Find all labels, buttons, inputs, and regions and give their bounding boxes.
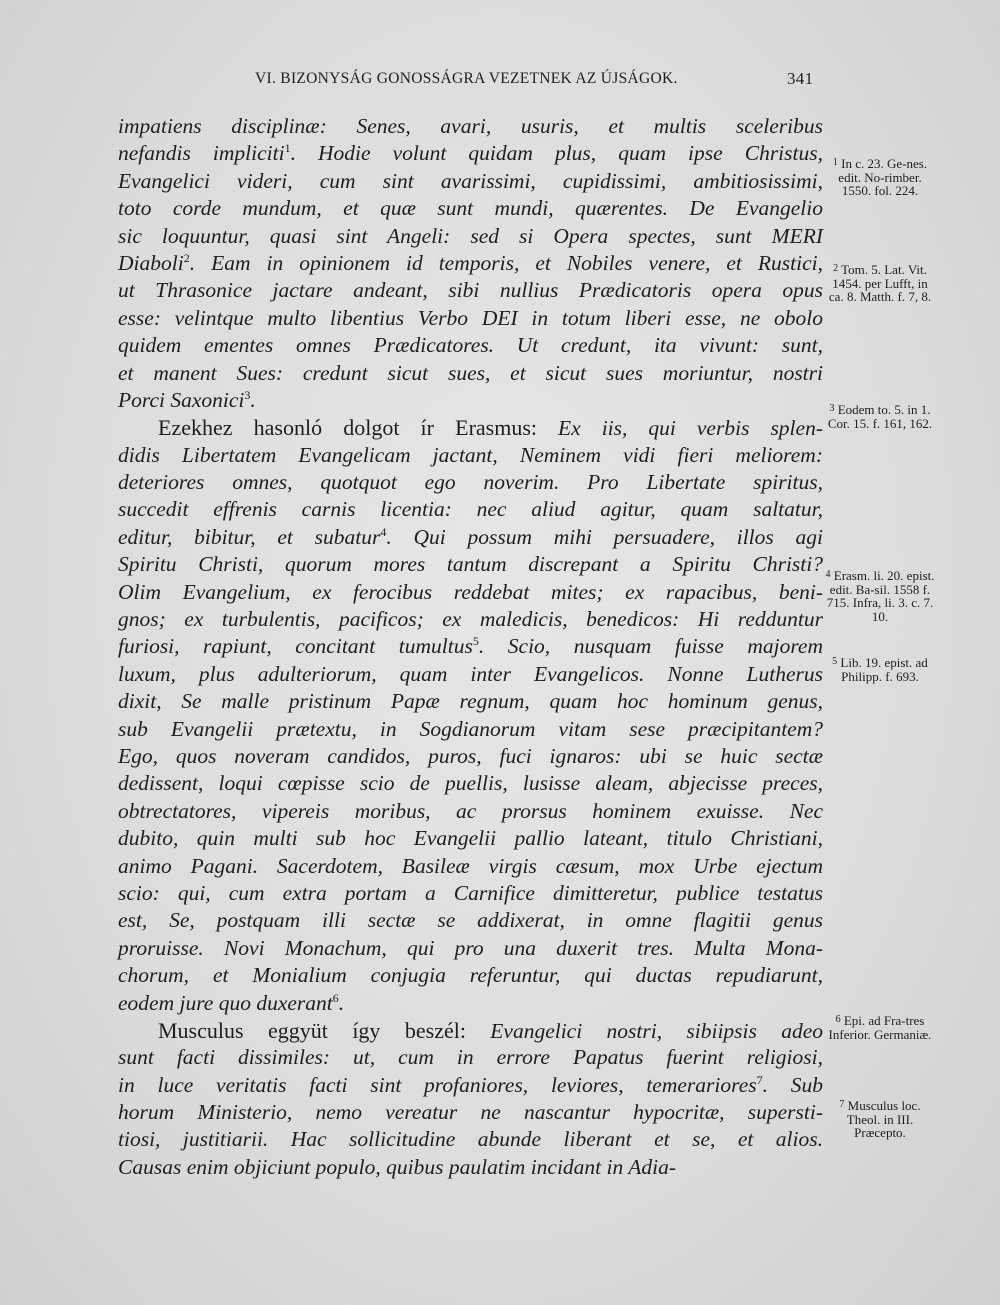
text-line — [118, 880, 823, 907]
line-text-continued: . Hodie volunt quidam plus, quam ipse Christus, — [290, 141, 823, 166]
text-line — [118, 168, 823, 195]
text-line — [118, 305, 823, 332]
line-text: sub Evangelii prætextu, in Sogdianorum vitam sese præcipitantem? — [118, 716, 823, 741]
line-text: est, Se, postquam illi sectæ se addixerat, in omne flagitii genus — [118, 908, 823, 933]
side-note-marker: 4 — [825, 569, 831, 580]
text-line — [118, 962, 823, 989]
line-text: editur, bibitur, et subatur — [118, 524, 381, 549]
side-note — [825, 655, 935, 683]
text-line — [118, 277, 823, 304]
line-text: furiosi, rapiunt, concitant tumultus — [118, 634, 473, 659]
text-line — [118, 469, 823, 496]
text-line — [118, 853, 823, 880]
side-note-text: Lib. 19. epist. ad Philipp. f. 693. — [837, 655, 928, 684]
line-text: sunt facti dissimiles: ut, cum in errore Papatus fuerint religiosi, — [118, 1045, 823, 1070]
line-text: toto corde mundum, et quæ sunt mundi, quærentes. De Evangelio — [118, 196, 823, 221]
line-text-continued: . Scio, nusquam fuisse majorem — [478, 634, 823, 659]
page-number: 341 — [787, 69, 814, 88]
line-text: luxum, plus adulteriorum, quam inter Evangelicos. Nonne Lutherus — [118, 661, 823, 686]
footnote-marker: 2 — [183, 250, 190, 265]
line-text: ut Thrasonice jactare andeant, sibi nullius Prædicatoris opera opus — [118, 278, 823, 303]
line-text-continued: . — [250, 387, 256, 412]
line-text: et manent Sues: credunt sicut sues, et sicut sues moriuntur, nostri — [118, 360, 823, 385]
line-text: gnos; ex turbulentis, pacificos; ex maledicis, benedicos: Hi redduntur — [118, 607, 823, 632]
text-line — [118, 688, 823, 715]
line-text: impatiens disciplinæ: Senes, avari, usuris, et multis sceleribus — [118, 114, 823, 138]
text-line — [118, 113, 823, 140]
side-note-marker: 1 — [832, 157, 838, 168]
line-text: horum Ministerio, nemo vereatur ne nascantur hypocritæ, supersti- — [118, 1100, 823, 1125]
line-text: dedissent, loqui cœpisse scio de puellis, lusisse aleam, abjecisse preces, — [118, 771, 823, 796]
line-text: Porci Saxonici — [118, 387, 245, 412]
side-note-text: Musculus loc. Theol. in III. Præcepto. — [844, 1098, 921, 1140]
side-note-marker: 6 — [835, 1014, 841, 1025]
text-line — [118, 1044, 823, 1071]
line-text: Spiritu Christi, quorum mores tantum discrepant a Spiritu Christi? — [118, 552, 823, 577]
text-line — [118, 1072, 823, 1099]
text-line — [118, 579, 823, 606]
line-text: didis Libertatem Evangelicam jactant, Neminem vidi fieri meliorem: — [118, 442, 823, 467]
text-line — [118, 442, 823, 469]
text-line — [118, 661, 823, 688]
side-note-marker: 5 — [832, 656, 838, 667]
text-line — [118, 798, 823, 825]
footnote-marker: 6 — [332, 990, 339, 1005]
line-text: in luce veritatis facti sint profaniores, leviores, temerariores — [118, 1072, 757, 1097]
line-text: chorum, et Monialium conjugia referuntur, qui ductas repudiarunt, — [118, 963, 823, 988]
text-line — [118, 907, 823, 934]
line-text: deteriores omnes, quotquot ego noverim. Pro Libertate spiritus, — [118, 470, 823, 495]
side-note — [825, 156, 935, 198]
line-text: scio: qui, cum extra portam a Carnifice dimitteretur, publice testatus — [118, 880, 823, 905]
side-note-marker: 7 — [839, 1099, 845, 1110]
side-note-marker: 2 — [833, 263, 839, 274]
text-line — [118, 414, 823, 441]
line-text: sic loquuntur, quasi sint Angeli: sed si Opera spectes, sunt MERI — [118, 223, 823, 248]
line-text: nefandis impliciti — [118, 141, 285, 166]
text-line — [118, 1126, 823, 1153]
main-text — [118, 113, 823, 1181]
side-note-marker: 3 — [829, 403, 835, 414]
line-text: Olim Evangelium, ex ferocibus reddebat mites; ex rapacibus, beni- — [118, 579, 823, 604]
side-note-text: Eodem to. 5. in 1. Cor. 15. f. 161, 162. — [827, 402, 933, 431]
side-note — [825, 1013, 935, 1041]
line-text: tiosi, justitiarii. Hac sollicitudine abunde liberant et se, et alios. — [118, 1127, 823, 1152]
running-head: VI. BIZONYSÁG GONOSSÁGRA VEZETNEK AZ ÚJSÁGOK. — [255, 70, 678, 87]
text-line — [118, 716, 823, 743]
footnote-marker: 5 — [472, 634, 479, 649]
footnote-marker: 7 — [756, 1072, 763, 1087]
line-text-continued: . Eam in opinionem id temporis, et Nobiles venere, et Rustici, — [189, 250, 823, 275]
line-text: quidem ementes omnes Prædicatores. Ut credunt, ita vivunt: sunt, — [118, 333, 823, 358]
side-note — [825, 262, 935, 304]
line-text: dixit, Se malle pristinum Papæ regnum, quam hoc hominum genus, — [118, 689, 823, 714]
text-line — [118, 551, 823, 578]
footnote-marker: 4 — [380, 524, 387, 539]
line-text: Ezekhez hasonló dolgot ír Erasmus: Ex iis, qui verbis splen- — [158, 415, 823, 441]
line-text: eodem jure quo duxerant — [118, 990, 333, 1015]
text-line — [118, 332, 823, 359]
text-line — [118, 990, 823, 1017]
line-text: Evangelici videri, cum sint avarissimi, cupidissimi, ambitiosissimi, — [118, 168, 823, 193]
side-note — [825, 568, 935, 623]
line-text: obtrectatores, vipereis moribus, ac prorsus hominem exuisse. Nec — [118, 798, 823, 823]
side-note-text: Tom. 5. Lat. Vit. 1454. per Lufft, in ca. 8. Matth. f. 7, 8. — [828, 262, 932, 304]
text-line — [118, 1017, 823, 1044]
page-header — [120, 70, 820, 96]
text-line — [118, 387, 823, 414]
text-line — [118, 360, 823, 387]
side-note-text: Erasm. li. 20. epist. edit. Ba-sil. 1558 f. 715. Infra, li. 3. c. 7. 10. — [826, 568, 935, 624]
line-text: proruisse. Novi Monachum, qui pro una duxerit tres. Multa Mona- — [118, 935, 823, 960]
text-line — [118, 1099, 823, 1126]
text-line — [118, 743, 823, 770]
side-note — [825, 402, 935, 430]
text-line — [118, 825, 823, 852]
line-text: succedit effrenis carnis licentia: nec aliud agitur, quam saltatur, — [118, 497, 823, 522]
text-line — [118, 770, 823, 797]
text-line — [118, 1154, 823, 1181]
text-line — [118, 195, 823, 222]
line-text: Causas enim objiciunt populo, quibus paulatim incidant in Adia- — [118, 1154, 677, 1179]
text-line — [118, 606, 823, 633]
side-note-text: In c. 23. Ge-nes. edit. No-rimber. 1550. fol. 224. — [837, 156, 928, 198]
line-text: Musculus eggyüt így beszél: Evangelici nostri, sibiipsis adeo — [158, 1017, 823, 1043]
text-line — [118, 496, 823, 523]
footnote-marker: 3 — [244, 387, 251, 402]
text-line — [118, 223, 823, 250]
side-note — [825, 1098, 935, 1140]
line-text-continued: . Qui possum mihi persuadere, illos agi — [386, 524, 823, 549]
line-text: animo Pagani. Sacerdotem, Basileæ virgis cæsum, mox Urbe ejectum — [118, 853, 823, 878]
line-text: Diaboli — [118, 250, 184, 275]
side-note-text: Epi. ad Fra-tres Inferior. Germaniæ. — [828, 1013, 932, 1042]
text-line — [118, 140, 823, 167]
text-line — [118, 250, 823, 277]
footnote-marker: 1 — [284, 141, 291, 156]
text-line — [118, 633, 823, 660]
text-line — [118, 524, 823, 551]
line-text: dubito, quin multi sub hoc Evangelii pallio lateant, titulo Christiani, — [118, 826, 823, 851]
line-text: esse: velintque multo libentius Verbo DEI in totum liberi esse, ne obolo — [118, 305, 823, 330]
line-text: Ego, quos noveram candidos, puros, fuci ignaros: ubi se huic sectæ — [118, 743, 823, 768]
line-text-continued: . — [338, 990, 345, 1015]
text-line — [118, 935, 823, 962]
line-text-continued: . Sub — [762, 1072, 823, 1097]
